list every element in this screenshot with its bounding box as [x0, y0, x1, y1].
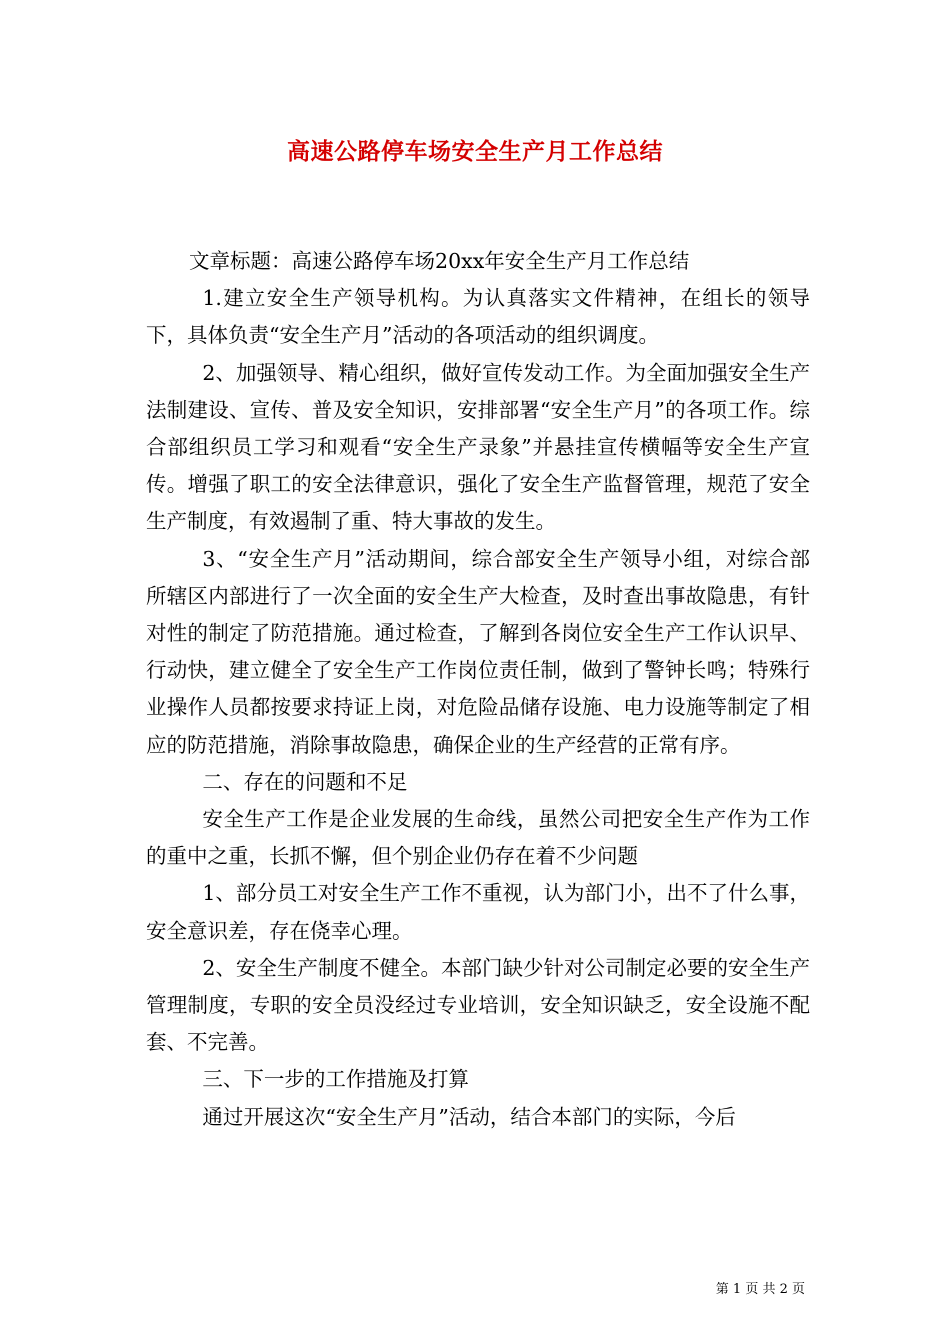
- paragraph: 安全生产工作是企业发展的生命线，虽然公司把安全生产作为工作的重中之重，长抓不懈，但个别企业仍存在着不少问题: [146, 807, 810, 869]
- paragraph: 2、加强领导、精心组织，做好宣传发动工作。为全面加强安全生产法制建设、宣传、普及安全知识，安排部署“安全生产月”的各项工作。综合部组织员工学习和观看“安全生产录象”并悬挂宣传横幅等安全生产宣传。增强了职工的安全法律意识，强化了安全生产监督管理，规范了安全生产制度，有效遏制了重、特大事故的发生。: [146, 360, 810, 534]
- section-heading: 二、存在的问题和不足: [202, 769, 408, 794]
- section-heading: 三、下一步的工作措施及打算: [202, 1067, 469, 1092]
- page-footer: 第 1 页 共 2 页: [715, 1282, 805, 1297]
- article-heading: 文章标题：高速公路停车场20xx年安全生产月工作总结: [189, 249, 690, 273]
- paragraph: 通过开展这次“安全生产月”活动，结合本部门的实际，今后: [202, 1104, 736, 1129]
- document-body: [146, 243, 810, 1136]
- page-title: 高速公路停车场安全生产月工作总结: [287, 138, 663, 165]
- paragraph: 3、“安全生产月”活动期间，综合部安全生产领导小组，对综合部所辖区内部进行了一次全面的安全生产大检查，及时查出事故隐患，有针对性的制定了防范措施。通过检查，了解到各岗位安全生产工作认识早、行动快，建立健全了安全生产工作岗位责任制，做到了警钟长鸣；特殊行业操作人员都按要求持证上岗，对危险品储存设施、电力设施等制定了相应的防范措施，消除事故隐患，确保企业的生产经营的正常有序。: [146, 546, 810, 757]
- paragraph: 1.建立安全生产领导机构。为认真落实文件精神，在组长的领导下，具体负责“安全生产月”活动的各项活动的组织调度。: [146, 286, 810, 348]
- paragraph: 1、部分员工对安全生产工作不重视，认为部门小，出不了什么事，安全意识差，存在侥幸心理。: [146, 881, 810, 943]
- paragraph: 2、安全生产制度不健全。本部门缺少针对公司制定必要的安全生产管理制度，专职的安全员没经过专业培训，安全知识缺乏，安全设施不配套、不完善。: [146, 955, 810, 1055]
